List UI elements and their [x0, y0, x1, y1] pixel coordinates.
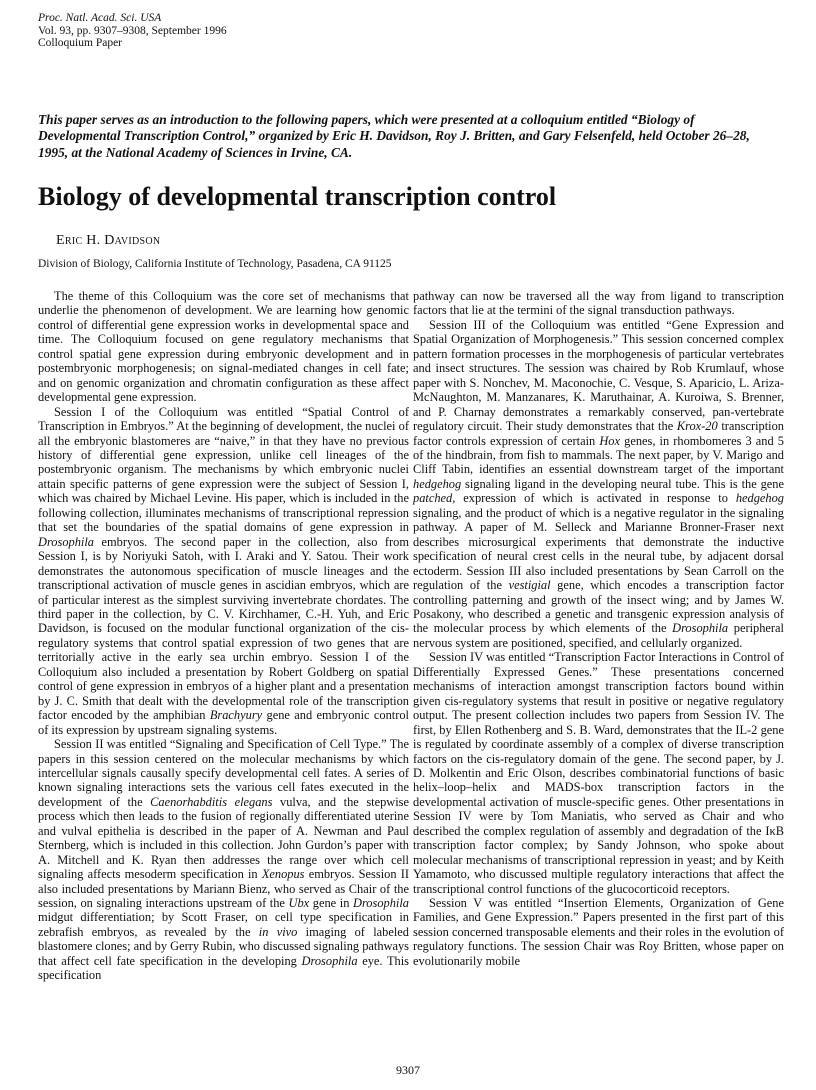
paragraph-session-4: Session IV was entitled “Transcription Factor Interactions in Control of Differentially Expressed Genes.” These presentations concerned mechanisms of interaction amongst transcription factors bound within given cis-regulatory systems that result in positive or negative regulatory output. The present collection includes two papers from Session IV. The first, by Ellen Rothenberg and S. B. Ward, demonstrates that the IL-2 gene is regulated by coordinate assembly of a complex of diverse transcription factors on the cis-regulatory domain of the gene. The second paper, by J. D. Molkentin and Eric Olson, describes combinatorial functions of basic helix–loop–helix and MADS-box transcription factors in the developmental activation of muscle-specific genes. Other presentations in Session IV were by Tom Maniatis, who served as Chair and who described the complex regulation of assembly and degradation of the IκB transcription factor complex; by Sandy Johnson, who spoke about molecular mechanisms of transcriptional repression in yeast; and by Keith Yamamoto, who discussed multiple regulatory interactions that affect the transcriptional control functions of the glucocorticoid receptors. [413, 650, 784, 896]
paragraph-continued: pathway can now be traversed all the way from ligand to transcription factors that lie at the termini of the signal transduction pathways. [413, 289, 784, 318]
left-column [38, 289, 409, 983]
affiliation: Division of Biology, California Institute of Technology, Pasadena, CA 91125 [38, 258, 392, 270]
paragraph-session-2: Session II was entitled “Signaling and Specification of Cell Type.” The papers in this session centered on the molecular mechanisms by which intercellular signals causally specify developmental cell fates. A series of known signaling interactions sets the various cell fates executed in the development of the Caenorhabditis elegans vulva, and the stepwise process which then leads to the fusion of regionally differentiated uterine and vulval epithelia is described in the paper of A. Newman and Paul Sternberg, which is included in this collection. John Gurdon’s paper with A. Mitchell and K. Ryan then addresses the range over which cell signaling affects mesoderm specification in Xenopus embryos. Session II also included presentations by Mariann Bienz, who served as Chair of the session, on signaling interactions upstream of the Ubx gene in Drosophila midgut differentiation; by Scott Fraser, on cell type specification in zebrafish embryos, as revealed by the in vivo imaging of labeled blastomere clones; and by Gerry Rubin, who discussed signaling pathways that affect cell fate specification in the developing Drosophila eye. This specification [38, 737, 410, 983]
paragraph-session-1: Session I of the Colloquium was entitled “Spatial Control of Transcription in Embryos.” At the beginning of development, the nuclei of all the embryonic blastomeres are “naive,” in that they have no previous history of differential gene expression, unlike cell lineages of the postembryonic organism. The mechanisms by which embryonic nuclei attain specific patterns of gene expression were the subject of Session I, which was chaired by Michael Levine. His paper, which is included in the following collection, illuminates mechanisms of transcriptional repression that set the boundaries of the spatial domains of gene expression in Drosophila embryos. The second paper in the collection, also from Session I, is by Noriyuki Satoh, with I. Araki and Y. Satou. Their work demonstrates the autonomous specification of muscle lineages and the transcriptional activation of muscle genes in ascidian embryos, which are of particular interest as the simplest surviving invertebrate chordates. The third paper in the collection, by C. V. Kirchhamer, C.-H. Yuh, and Eric Davidson, is focused on the modular functional organization of the cis-regulatory systems that control spatial expression of two genes that are territorially active in the early sea urchin embryo. Session I of the Colloquium also included a presentation by Robert Goldberg on spatial control of gene expression in embryos of a higher plant and a presentation by J. C. Smith that dealt with the developmental role of the transcription factor encoded by the amphibian Brachyury gene and embryonic control of its expression by upstream signaling systems. [38, 404, 409, 737]
volume-line: Vol. 93, pp. 9307–9308, September 1996 [38, 24, 227, 37]
paragraph-session-5: Session V was entitled “Insertion Elements, Organization of Gene Families, and Gene Expression.” Papers presented in the first part of this session concerned transposable elements and their roles in the evolution of regulatory functions. The session Chair was Roy Britten, whose paper on evolutionarily mobile [413, 896, 784, 968]
paragraph-session-3: Session III of the Colloquium was entitled “Gene Expression and Spatial Organization of Morphogenesis.” This session concerned complex pattern formation processes in the morphogenesis of particular vertebrates and insect structures. The session was chaired by Rob Krumlauf, whose paper with S. Nonchev, M. Maconochie, C. Vesque, S. Aparicio, L. Ariza-McNaughton, M. Manzanares, K. Maruthainar, A. Kuroiwa, S. Brenner, and P. Charnay demonstrates a remarkably conserved, pan-vertebrate regulatory circuit. Their study demonstrates that the Krox-20 transcription factor controls expression of certain Hox genes, in rhombomeres 3 and 5 of the hindbrain, from fish to mammals. The next paper, by V. Marigo and Cliff Tabin, identifies an essential downstream target of the important hedgehog signaling ligand in the developing neural tube. This is the gene patched, expression of which is activated in response to hedgehog signaling, and the product of which is a negative regulator in the signaling pathway. A paper of M. Selleck and Marianne Bronner-Fraser next describes microsurgical experiments that demonstrate the inductive specification of neural crest cells in the neural tube, by adjacent dorsal ectoderm. Session III also included presentations by Sean Carroll on the regulation of the vestigial gene, which encodes a transcription factor controlling patterning and growth of the insect wing; and by James W. Posakony, who described a genetic and transgenic expression analysis of the molecular process by which elements of the Drosophila peripheral nervous system are positioned, specified, and cellularly organized. [413, 317, 784, 650]
section-label: Colloquium Paper [38, 37, 123, 49]
journal-header [38, 12, 227, 50]
intro-note: This paper serves as an introduction to the following papers, which were presented at a colloquium entitled “Biology of Developmental Transcription Control,” organized by Eric H. Davidson, Roy J. Britten, and Gary Felsenfeld, held October 26–28, 1995, at the National Academy of Sciences in Irvine, CA. [38, 112, 750, 160]
page-title: Biology of developmental transcription control [38, 182, 557, 211]
journal-name: Proc. Natl. Acad. Sci. USA [38, 12, 162, 24]
right-column [413, 289, 784, 968]
page-number: 9307 [396, 1063, 420, 1077]
author: Eric H. Davidson [56, 233, 161, 248]
paragraph-theme: The theme of this Colloquium was the core set of mechanisms that underlie the phenomenon of development. We are learning how genomic control of differential gene expression works in developmental space and time. The Colloquium focused on gene regulatory mechanisms that control spatial gene expression during embryonic development and in postembryonic morphogenesis; on signal-mediated changes in cell fate; and on genomic organization and chromatin configuration as these affect developmental gene expression. [38, 289, 409, 405]
